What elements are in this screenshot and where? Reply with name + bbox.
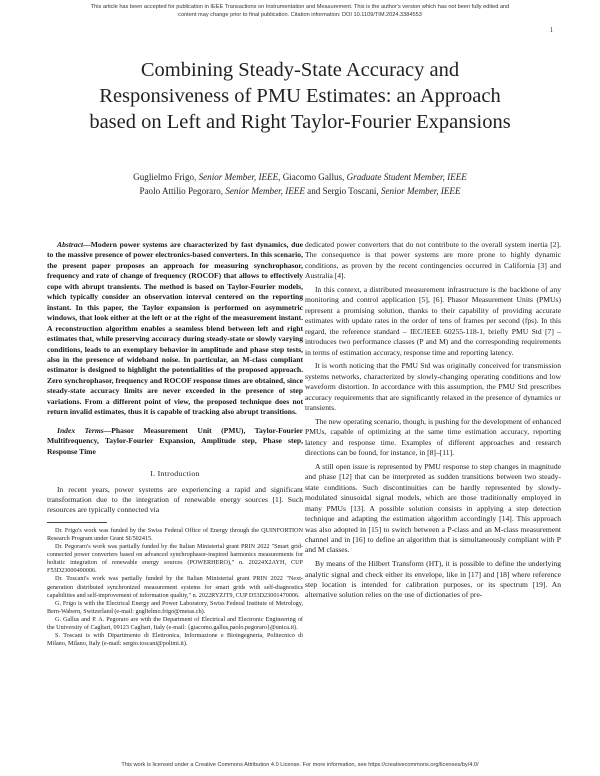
intro-paragraph: In recent years, power systems are experiencing a rapid and significant transformation due to the integration of renewable energy sources [1]. Such resources are typically connected via [47, 484, 303, 515]
author-name: Paolo Attilio Pegoraro, [139, 186, 226, 196]
author-role: Graduate Student Member, IEEE [346, 172, 467, 182]
footnotes [47, 527, 303, 648]
body-paragraph: The new operating scenario, though, is pushing for the development of enhanced PMUs, capable of optimizing at the same time estimation accuracy, reporting latency and response time. Examples of different approaches and research directions can be found, for instance, in [8]–[11]. [305, 416, 561, 458]
title-line-3: based on Left and Right Taylor-Fourier Expansions [89, 111, 511, 133]
title-line-2: Responsiveness of PMU Estimates: an Approach [99, 85, 501, 107]
index-terms-text: —Phasor Measurement Unit (PMU), Taylor-Fourier Multifrequency, Taylor-Fourier Expansion, Amplitude step, Phase step, Response Time [47, 425, 304, 456]
footnote: Dr. Frigo's work was funded by the Swiss Federal Office of Energy through the QUINFORTION Research Program under Grant SI/502415. [47, 526, 303, 542]
left-column [47, 240, 303, 648]
body-paragraph: By means of the Hilbert Transform (HT), it is possible to define the underlying analytic signal and check either its envelope, like in [17] and [18] where reference step location is intended for calibration purposes, or its spectrum [19]. An alternative solution relies on the use of dictionaries of pre- [305, 559, 561, 600]
author-name: and Sergio Toscani, [304, 186, 381, 196]
publication-notice [40, 3, 560, 19]
abstract-text: —Modern power systems are characterized by fast dynamics, due to the massive presence of power electronics-based converters. In this scenario, the present paper proposes an approach for measuring synchrophasor, frequency and rate of change of frequency (ROCOF) that allows to effectively cope with abrupt transients. The method is based on Taylor-Fourier models, which typically consider an observation interval centered on the reporting instant. In this paper, the Taylor expansion is performed on asymmetric windows, that look either at the left or at the right of the measurement instant. A reconstruction algorithm enables a seamless blend between left and right estimates that, while preserving accuracy during steady-state or slowly varying conditions, leads to an exemplary behavior in amplitude and phase step tests, also in the presence of wideband noise. In particular, an M-class compliant estimator is designed to highlight the potentialities of the proposed approach. Zero synchrophasor, frequency and ROCOF response times are obtained, since steady-state accuracy limits are never exceeded in the presence of step variations. From a different point of view, the proposed technique does not return invalid estimates, thus it is capable of tracking also abrupt transitions. [47, 240, 303, 417]
page-number: 1 [549, 26, 553, 34]
index-terms-label: Index Terms [57, 425, 104, 435]
footnote: G. Gallus and P. A. Pegoraro are with the Department of Electrical and Electronic Engineering of the University of Cagliari, 09123 Cagliari, Italy (e-mail: {giacomo.gallus,paolo.pegoraro}@unica.it). [47, 615, 303, 631]
footnote: Dr. Toscani's work was partially funded by the Italian Ministerial grant PRIN 2022 "Next-generation distributed synchronized measurement systems for smart grids with self-diagnostics capabilities and self-improvement of information quality," n. 2022RYZJT9, CUP D53D23001470006. [47, 575, 303, 599]
body-paragraph: In this context, a distributed measurement infrastructure is the backbone of any monitoring and control application [5], [6]. Phasor Measurement Units (PMUs) represent a promising solution, thanks to their capability of providing accurate estimates with update rates in the order of tens of frames per second (fps). In this regard, the reference standard – IEC/IEEE 60255-118-1, briefly PMU Std [7] – introduces two performance classes (P and M) and the corresponding requirements in terms of estimation accuracy, response time and reporting latency. [305, 285, 561, 357]
paper-title [40, 57, 560, 135]
footnote-divider [47, 522, 107, 523]
author-line-2 [40, 184, 560, 198]
author-role: Senior Member, IEEE [380, 186, 461, 196]
notice-line-1: This article has been accepted for publication in IEEE Transactions on Instrumentation and Measurement. This is the author's version which has not been fully edited and [90, 4, 510, 10]
body-paragraph: A still open issue is represented by PMU response to step changes in magnitude and phase [12] that can be interpreted as sudden transitions between two steady-state conditions. Such discontinuities can be hardly represented by slowly-modulated sinusoidal signal models, which are those traditionally employed in many PMUs [13]. A possible solution consists in applying a step detection technique and adapting the estimation algorithm accordingly [14]. This approach was also adopted in [15] to switch between a P-class and an M-class measurement channel and in [16] to define an algorithm that is simultaneously compliant with P and M classes. [305, 461, 561, 555]
footnote: Dr. Pegoraro's work was partially funded by the Italian Ministerial grant PRIN 2022 "Smart grid-connected power converters based on advanced synchrophasor-inspired harmonics measurements for holistic integration of renewable energy sources (POWERHERO)," n. 20224X2AYH, CUP F53D23000490006. [47, 543, 303, 575]
author-name: , Giacomo Gallus, [278, 172, 347, 182]
author-list [40, 170, 560, 198]
section-heading: I. Introduction [150, 469, 200, 479]
right-column [305, 240, 561, 601]
title-line-1: Combining Steady-State Accuracy and [140, 59, 460, 81]
abstract [47, 240, 303, 418]
footnote: G. Frigo is with the Electrical Energy and Power Laboratory, Swiss Federal Institute of Metrology, Bern-Wabern, Switzerland (e-mail: guglielmo.frigo@metas.ch). [47, 599, 303, 615]
license-notice: This work is licensed under a Creative Commons Attribution 4.0 License. For more information, see https://creativecommons.org/licenses/by/4.0/ [121, 762, 479, 768]
abstract-label: Abstract [57, 240, 84, 249]
notice-line-2: content may change prior to final publication. Citation information: DOI 10.1109/TIM.2024.3384553 [178, 12, 422, 18]
index-terms [47, 426, 303, 457]
footnote: S. Toscani is with Dipartimento di Elettronica, Informazione e Bioingegneria, Politecnico di Milano, Milano, Italy (e-mail: sergio.toscani@polimi.it). [47, 632, 303, 648]
author-role: Senior Member, IEEE [225, 186, 305, 196]
body-paragraph: dedicated power converters that do not contribute to the overall system inertia [2]. The consequence is that power systems are more prone to highly dynamic conditions, as proven by the recent contingencies occurred in California [3] and Australia [4]. [305, 240, 561, 281]
body-paragraph: It is worth noticing that the PMU Std was originally conceived for transmission systems networks, characterized by slowly-changing operating conditions and low waveform distortion. In accordance with this assumption, the PMU Std prescribes accuracy requirements that are significantly relaxed in the presence of dynamics or transients. [305, 361, 561, 413]
author-line-1 [40, 170, 560, 184]
author-role: Senior Member, IEEE [198, 172, 279, 182]
author-name: Guglielmo Frigo, [133, 172, 199, 182]
